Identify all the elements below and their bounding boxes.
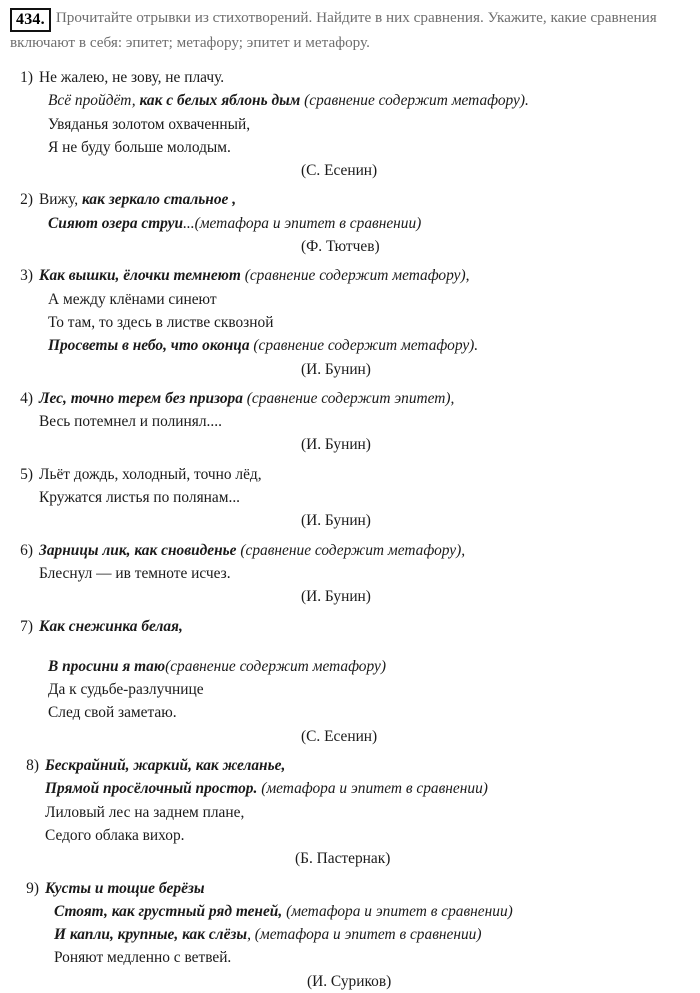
poem-line xyxy=(39,136,700,159)
poem-line xyxy=(39,486,700,509)
author-attribution: (И. Бунин) xyxy=(301,360,371,378)
poem-text: То там, то здесь в листве сквозной xyxy=(48,313,274,331)
exercise-items-list xyxy=(0,66,700,993)
author-attribution: (И. Бунин) xyxy=(301,512,371,530)
poem-item xyxy=(0,66,700,182)
poem-text: Седого облака вихор. xyxy=(45,826,185,844)
author-attribution: (С. Есенин) xyxy=(301,162,378,180)
poem-line xyxy=(39,113,700,136)
comparison-text: Зарницы лик, как сновиденье xyxy=(39,541,237,559)
author-attribution: (Ф. Тютчев) xyxy=(301,238,380,256)
poem-line xyxy=(39,89,700,112)
exercise-instruction-block xyxy=(0,0,700,53)
poem-text: Льёт дождь, холодный, точно лёд, xyxy=(39,465,262,483)
author-attribution: (И. Суриков) xyxy=(307,972,392,990)
annotation-text: (сравнение содержит метафору), xyxy=(240,267,470,285)
item-marker: 7) xyxy=(20,617,33,635)
comparison-text: Лес, точно терем без призора xyxy=(39,389,243,407)
poem-line xyxy=(45,824,700,847)
item-marker: 2) xyxy=(20,191,33,209)
poem-item xyxy=(0,877,700,993)
poem-line xyxy=(45,777,700,800)
comparison-text: Кусты и тощие берёзы xyxy=(45,879,205,897)
poem-item xyxy=(0,463,700,533)
item-marker: 1) xyxy=(20,69,33,86)
poem-line xyxy=(39,655,700,678)
poem-line xyxy=(39,334,700,357)
poem-text: Лиловый лес на заднем плане, xyxy=(45,803,245,821)
poem-item xyxy=(0,615,700,748)
poem-line xyxy=(39,678,700,701)
annotation-text: Всё пройдёт, xyxy=(48,92,140,110)
poem-line xyxy=(45,900,700,923)
poem-text: Не жалею, не зову, не плачу. xyxy=(39,69,225,86)
annotation-text: (сравнение содержит метафору) xyxy=(165,657,386,675)
annotation-text: (сравнение содержит эпитет), xyxy=(242,389,455,407)
poem-line xyxy=(39,66,700,89)
poem-line xyxy=(45,946,700,969)
poem-line xyxy=(39,264,700,287)
item-marker: 5) xyxy=(20,465,33,483)
comparison-text: В просини я таю xyxy=(48,657,166,675)
comparison-text: Просветы в небо, что оконца xyxy=(48,337,250,355)
poem-line xyxy=(39,188,700,211)
author-attribution: (И. Бунин) xyxy=(301,588,371,606)
comparison-text: как с белых яблонь дым xyxy=(139,92,301,110)
annotation-text: (сравнение содержит метафору), xyxy=(236,541,466,559)
poem-text: Кружатся листья по полянам... xyxy=(39,489,241,507)
poem-line xyxy=(39,562,700,585)
comparison-text: Стоят, как грустный ряд теней, xyxy=(54,902,283,920)
poem-line xyxy=(39,410,700,433)
poem-text: След свой заметаю. xyxy=(48,704,177,722)
poem-line xyxy=(39,311,700,334)
poem-item xyxy=(0,539,700,609)
poem-line xyxy=(45,877,700,900)
exercise-instruction-text: Прочитайте отрывки из стихотворений. Найдите в них сравнения. Укажите, какие сравнения включают в себя: эпитет; метафору; эпитет и метафору. xyxy=(10,9,657,51)
poem-text: Весь потемнел и полинял.... xyxy=(39,413,222,431)
item-marker: 9) xyxy=(26,879,39,897)
poem-line xyxy=(39,212,700,235)
poem-text: Роняют медленно с ветвей. xyxy=(54,949,232,967)
poem-line xyxy=(45,801,700,824)
item-marker: 4) xyxy=(20,389,33,407)
poem-line xyxy=(39,463,700,486)
comparison-text: как зеркало стальное , xyxy=(82,191,237,209)
annotation-text: , (метафора и эпитет в сравнении) xyxy=(247,926,482,944)
poem-item xyxy=(0,264,700,380)
comparison-text: Бескрайний, жаркий, как желанье, xyxy=(45,757,286,775)
poem-text: Увяданья золотом охваченный, xyxy=(48,115,251,133)
author-attribution: (С. Есенин) xyxy=(301,727,378,745)
author-attribution: (Б. Пастернак) xyxy=(295,850,391,868)
poem-line xyxy=(39,288,700,311)
poem-text: Вижу, xyxy=(39,191,82,209)
annotation-text: (сравнение содержит метафору). xyxy=(249,337,479,355)
annotation-text: (сравнение содержит метафору). xyxy=(300,92,529,110)
comparison-text: И капли, крупные, как слёзы xyxy=(54,926,248,944)
annotation-text: (метафора и эпитет в сравнении) xyxy=(257,780,488,798)
poem-text: Я не буду больше молодым. xyxy=(48,138,231,156)
exercise-number: 434. xyxy=(10,8,51,32)
annotation-text: (метафора и эпитет в сравнении) xyxy=(282,902,513,920)
comparison-text: Прямой просёлочный простор. xyxy=(45,780,258,798)
poem-line xyxy=(45,923,700,946)
poem-item xyxy=(0,188,700,258)
annotation-text: ...(метафора и эпитет в сравнении) xyxy=(183,214,422,232)
item-marker: 8) xyxy=(26,757,39,775)
poem-line xyxy=(39,701,700,724)
poem-item xyxy=(0,387,700,457)
item-marker: 3) xyxy=(20,267,33,285)
poem-item xyxy=(0,754,700,870)
comparison-text: Сияют озера струи xyxy=(48,214,184,232)
comparison-text: Как вышки, ёлочки темнеют xyxy=(39,267,241,285)
poem-text: Да к судьбе-разлучнице xyxy=(48,681,204,699)
poem-line xyxy=(39,387,700,410)
poem-line xyxy=(45,754,700,777)
author-attribution: (И. Бунин) xyxy=(301,436,371,454)
poem-line xyxy=(39,615,700,638)
poem-text: Блеснул — ив темноте исчез. xyxy=(39,564,231,582)
poem-line xyxy=(39,539,700,562)
comparison-text: Как снежинка белая, xyxy=(39,617,183,635)
item-marker: 6) xyxy=(20,541,33,559)
poem-text: А между клёнами синеют xyxy=(48,290,217,308)
